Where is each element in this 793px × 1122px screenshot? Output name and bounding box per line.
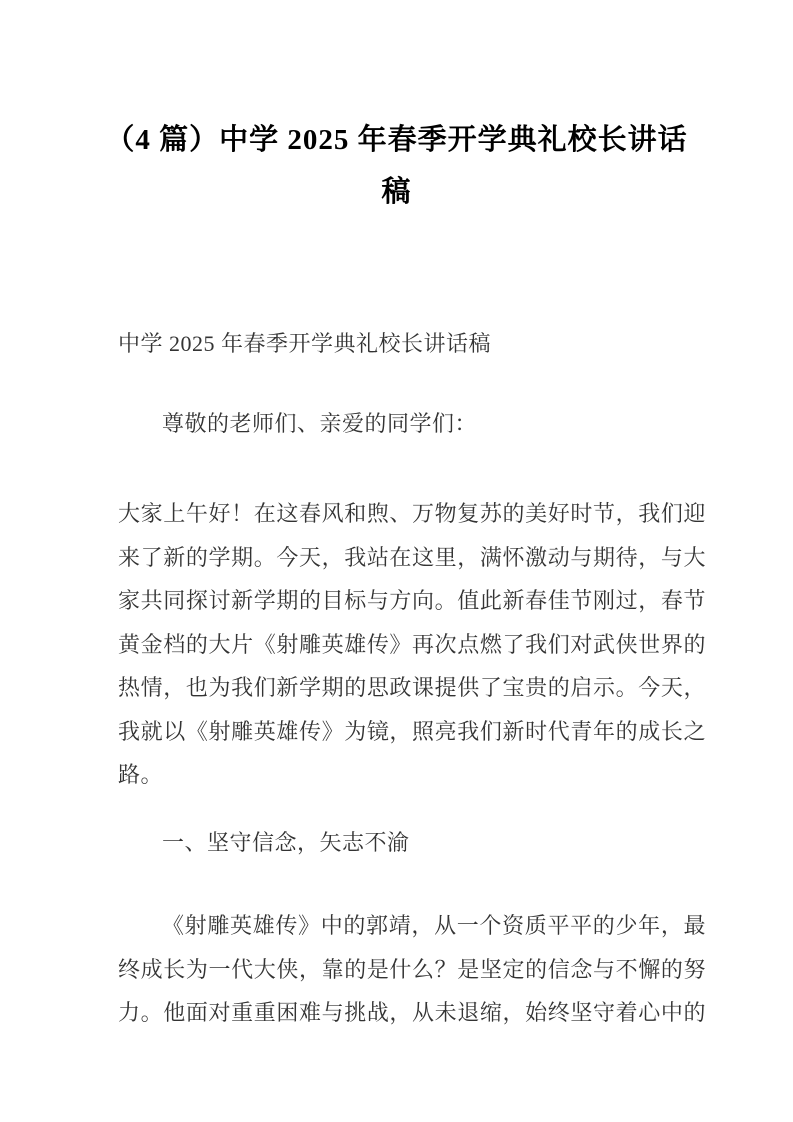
document-title-line-2: 稿 xyxy=(381,176,412,208)
paragraph-line: 大家上午好！在这春风和煦、万物复苏的美好时节，我们迎 xyxy=(118,501,706,526)
paragraph-line: 家共同探讨新学期的目标与方向。值此新春佳节刚过，春节 xyxy=(118,588,706,613)
document-title xyxy=(0,114,793,218)
paragraph-line: 终成长为一代大侠，靠的是什么？是坚定的信念与不懈的努 xyxy=(118,956,706,982)
section-heading: 一、坚守信念，矢志不渝 xyxy=(162,829,410,855)
paragraph-line: 《射雕英雄传》中的郭靖，从一个资质平平的少年，最 xyxy=(162,913,706,938)
document-subtitle: 中学 2025 年春季开学典礼校长讲话稿 xyxy=(118,331,492,356)
section-paragraph xyxy=(118,904,706,1035)
opening-paragraph xyxy=(118,492,706,797)
paragraph-line: 黄金档的大片《射雕英雄传》再次点燃了我们对武侠世界的 xyxy=(118,631,706,657)
document-title-line-1: （4 篇）中学 2025 年春季开学典礼校长讲话 xyxy=(105,124,688,156)
paragraph-line: 热情，也为我们新学期的思政课提供了宝贵的启示。今天， xyxy=(118,675,706,700)
paragraph-line: 我就以《射雕英雄传》为镜，照亮我们新时代青年的成长之 xyxy=(118,718,706,744)
paragraph-line: 力。他面对重重困难与挑战，从未退缩，始终坚守着心中的 xyxy=(118,1000,706,1025)
salutation: 尊敬的老师们、亲爱的同学们： xyxy=(162,410,478,436)
paragraph-line: 路。 xyxy=(118,762,164,787)
paragraph-line: 来了新的学期。今天，我站在这里，满怀激动与期待，与大 xyxy=(118,544,706,570)
